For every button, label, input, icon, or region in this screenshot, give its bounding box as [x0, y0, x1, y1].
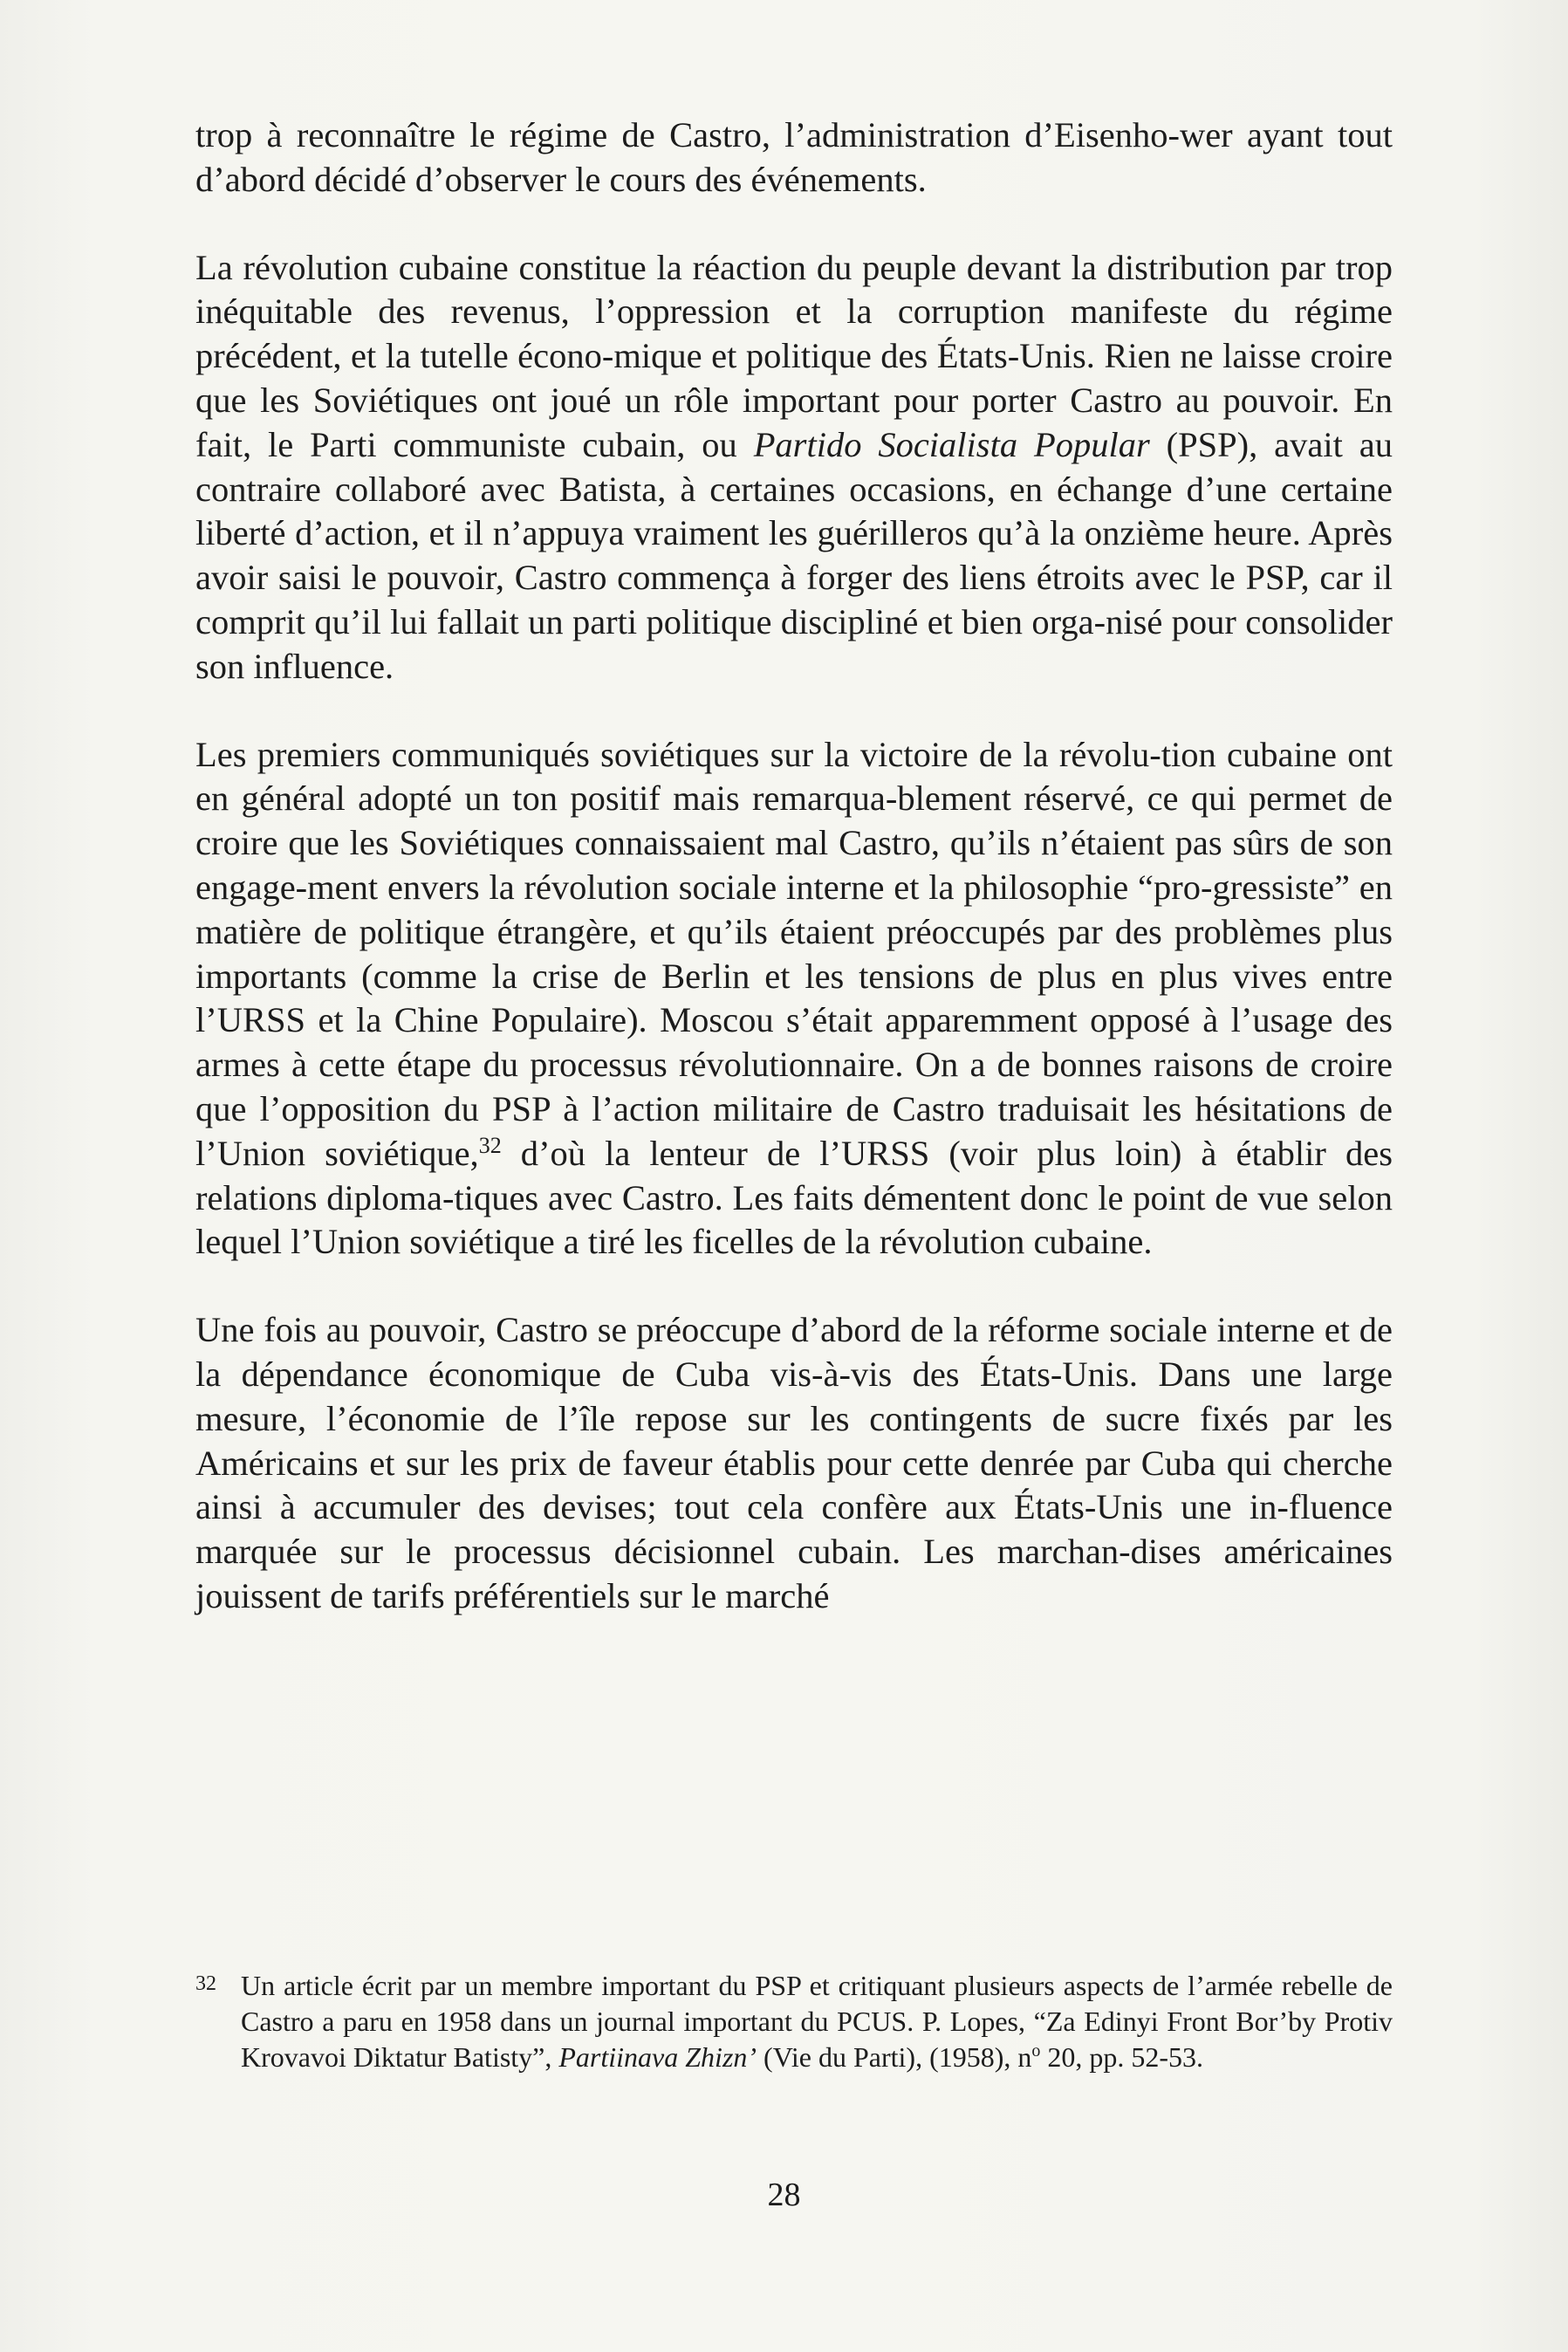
- paragraph-1: trop à reconnaître le régime de Castro, l’administration d’Eisenho-wer ayant tout d’abord décidé d’observer le cours des événements.: [195, 115, 1393, 199]
- paragraph-3-text-b: d’où la lenteur de l’URSS (voir plus loin) à établir des relations diploma-tiques avec Castro. Les faits démentent donc le point de vue selon lequel l’Union soviétique a tiré les ficelles de la révolution cubaine.: [195, 1133, 1393, 1262]
- footnote-journal-italic: Partiinava Zhizn’: [558, 2041, 757, 2073]
- footnote-text-c: 20, pp. 52-53.: [1040, 2041, 1204, 2073]
- body-text: [195, 113, 1393, 1663]
- footnote: [195, 1968, 1393, 2075]
- footnote-number: 32: [195, 1972, 216, 1995]
- footnote-text-a: Un article écrit par un membre important du PSP et critiquant plusieurs aspects de l’armée rebelle de Castro a paru en 1958 dans un journal important du PCUS. P. Lopes, “Za Edinyi Front Bor’by Protiv Krovavoi Diktatur Batisty”,: [241, 1970, 1393, 2073]
- page-number: 28: [767, 2177, 801, 2213]
- paragraph-3-text-a: Les premiers communiqués soviétiques sur la victoire de la révolu-tion cubaine ont en général adopté un ton positif mais remarqua-blement réservé, ce qui permet de croire que les Soviétiques connaissaient mal Castro, qu’ils n’étaient pas sûrs de son engage-ment envers la révolution sociale interne et la philosophie “pro-gressiste” en matière de politique étrangère, et qu’ils étaient préoccupés par des problèmes plus importants (comme la crise de Berlin et les tensions de plus en plus vives entre l’URSS et la Chine Populaire). Moscou s’était apparemment opposé à l’usage des armes à cette étape du processus révolutionnaire. On a de bonnes raisons de croire que l’opposition du PSP à l’action militaire de Castro traduisait les hésitations de l’Union soviétique,: [195, 734, 1393, 1173]
- paragraph-2-text-b: (PSP), avait au contraire collaboré avec Batista, à certaines occasions, en échange d’une certaine liberté d’action, et il n’appuya vraiment les guérilleros qu’à la onzième heure. Après avoir saisi le pouvoir, Castro commença à forger des liens étroits avec le PSP, car il comprit qu’il lui fallait un parti politique discipliné et bien orga-nisé pour consolider son influence.: [195, 424, 1393, 686]
- paragraph-2: [195, 246, 1393, 689]
- footnote-ordinal: o: [1031, 2041, 1041, 2061]
- paragraph-4: Une fois au pouvoir, Castro se préoccupe d’abord de la réforme sociale interne et de la dépendance économique de Cuba vis-à-vis des États-Unis. Dans une large mesure, l’économie de l’île repose sur les contingents de sucre fixés par les Américains et sur les prix de faveur établis pour cette denrée par Cuba qui cherche ainsi à accumuler des devises; tout cela confère aux États-Unis une in-fluence marquée sur le processus décisionnel cubain. Les marchan-dises américaines jouissent de tarifs préférentiels sur le marché: [195, 1310, 1393, 1615]
- footnote-text-b: (Vie du Parti), (1958), n: [757, 2041, 1032, 2073]
- party-name-italic: Partido Socialista Popular: [753, 424, 1150, 464]
- footnote-text: [241, 1968, 1393, 2075]
- paragraph-2-text-a: La révolution cubaine constitue la réaction du peuple devant la distribution par trop inéquitable des revenus, l’oppression et la corruption manifeste du régime précédent, et la tutelle écono-mique et politique des États-Unis. Rien ne laisse croire que les Soviétiques ont joué un rôle important pour porter Castro au pouvoir. En fait, le Parti communiste cubain, ou: [195, 247, 1393, 464]
- footnote-reference[interactable]: 32: [478, 1132, 502, 1158]
- paragraph-3: [195, 733, 1393, 1265]
